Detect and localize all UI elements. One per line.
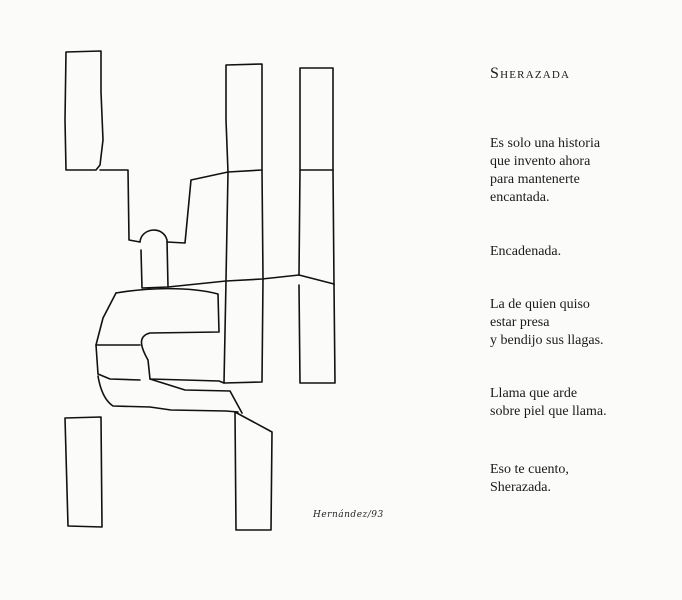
stroke-bottom-left-column [65,417,102,527]
stroke-top-left-column [65,51,103,170]
poem [490,64,675,495]
stroke-center-pillar-right [262,170,263,278]
stroke-mid-right-block [299,285,335,383]
verse-line: y bendijo sus llagas. [490,333,604,348]
stroke-arch-connector [167,172,228,243]
stroke-torso-outer [116,289,224,383]
verse-line: sobre piel que llama. [490,404,607,419]
stanza-4 [490,385,607,421]
verse-line: para mantenerte [490,172,580,187]
stroke-horizontal-joint [168,275,334,287]
stroke-torso-left [96,293,140,380]
poem-title: Sherazada [490,65,571,82]
stanza-1 [490,135,600,207]
stroke-left-hanging-bar [100,170,140,242]
stanza-5 [490,461,569,497]
stroke-right-pillar-left [299,170,300,275]
verse-line: encantada. [490,190,550,205]
verse-line: Encadenada. [490,244,562,259]
verse-line: que invento ahora [490,154,591,169]
verse-line: Eso te cuento, [490,462,569,477]
stroke-center-pillar-left [226,172,228,280]
stanza-3 [490,296,604,350]
stroke-mid-center-block [224,279,263,383]
stroke-hip-right [150,379,242,413]
stroke-right-pillar-right [333,170,334,285]
stroke-top-center-column [226,64,262,172]
verse-line: La de quien quiso [490,297,590,312]
stanza-2 [490,243,561,261]
stroke-center-arch [140,230,168,288]
artist-signature: Hernández/93 [313,510,384,520]
verse-line: Es solo una historia [490,136,601,151]
verse-line: estar presa [490,315,550,330]
verse-line: Sherazada. [490,480,552,495]
stroke-bottom-center-column [235,412,272,530]
verse-line: Llama que arde [490,386,578,401]
stroke-top-right-column [300,68,333,170]
